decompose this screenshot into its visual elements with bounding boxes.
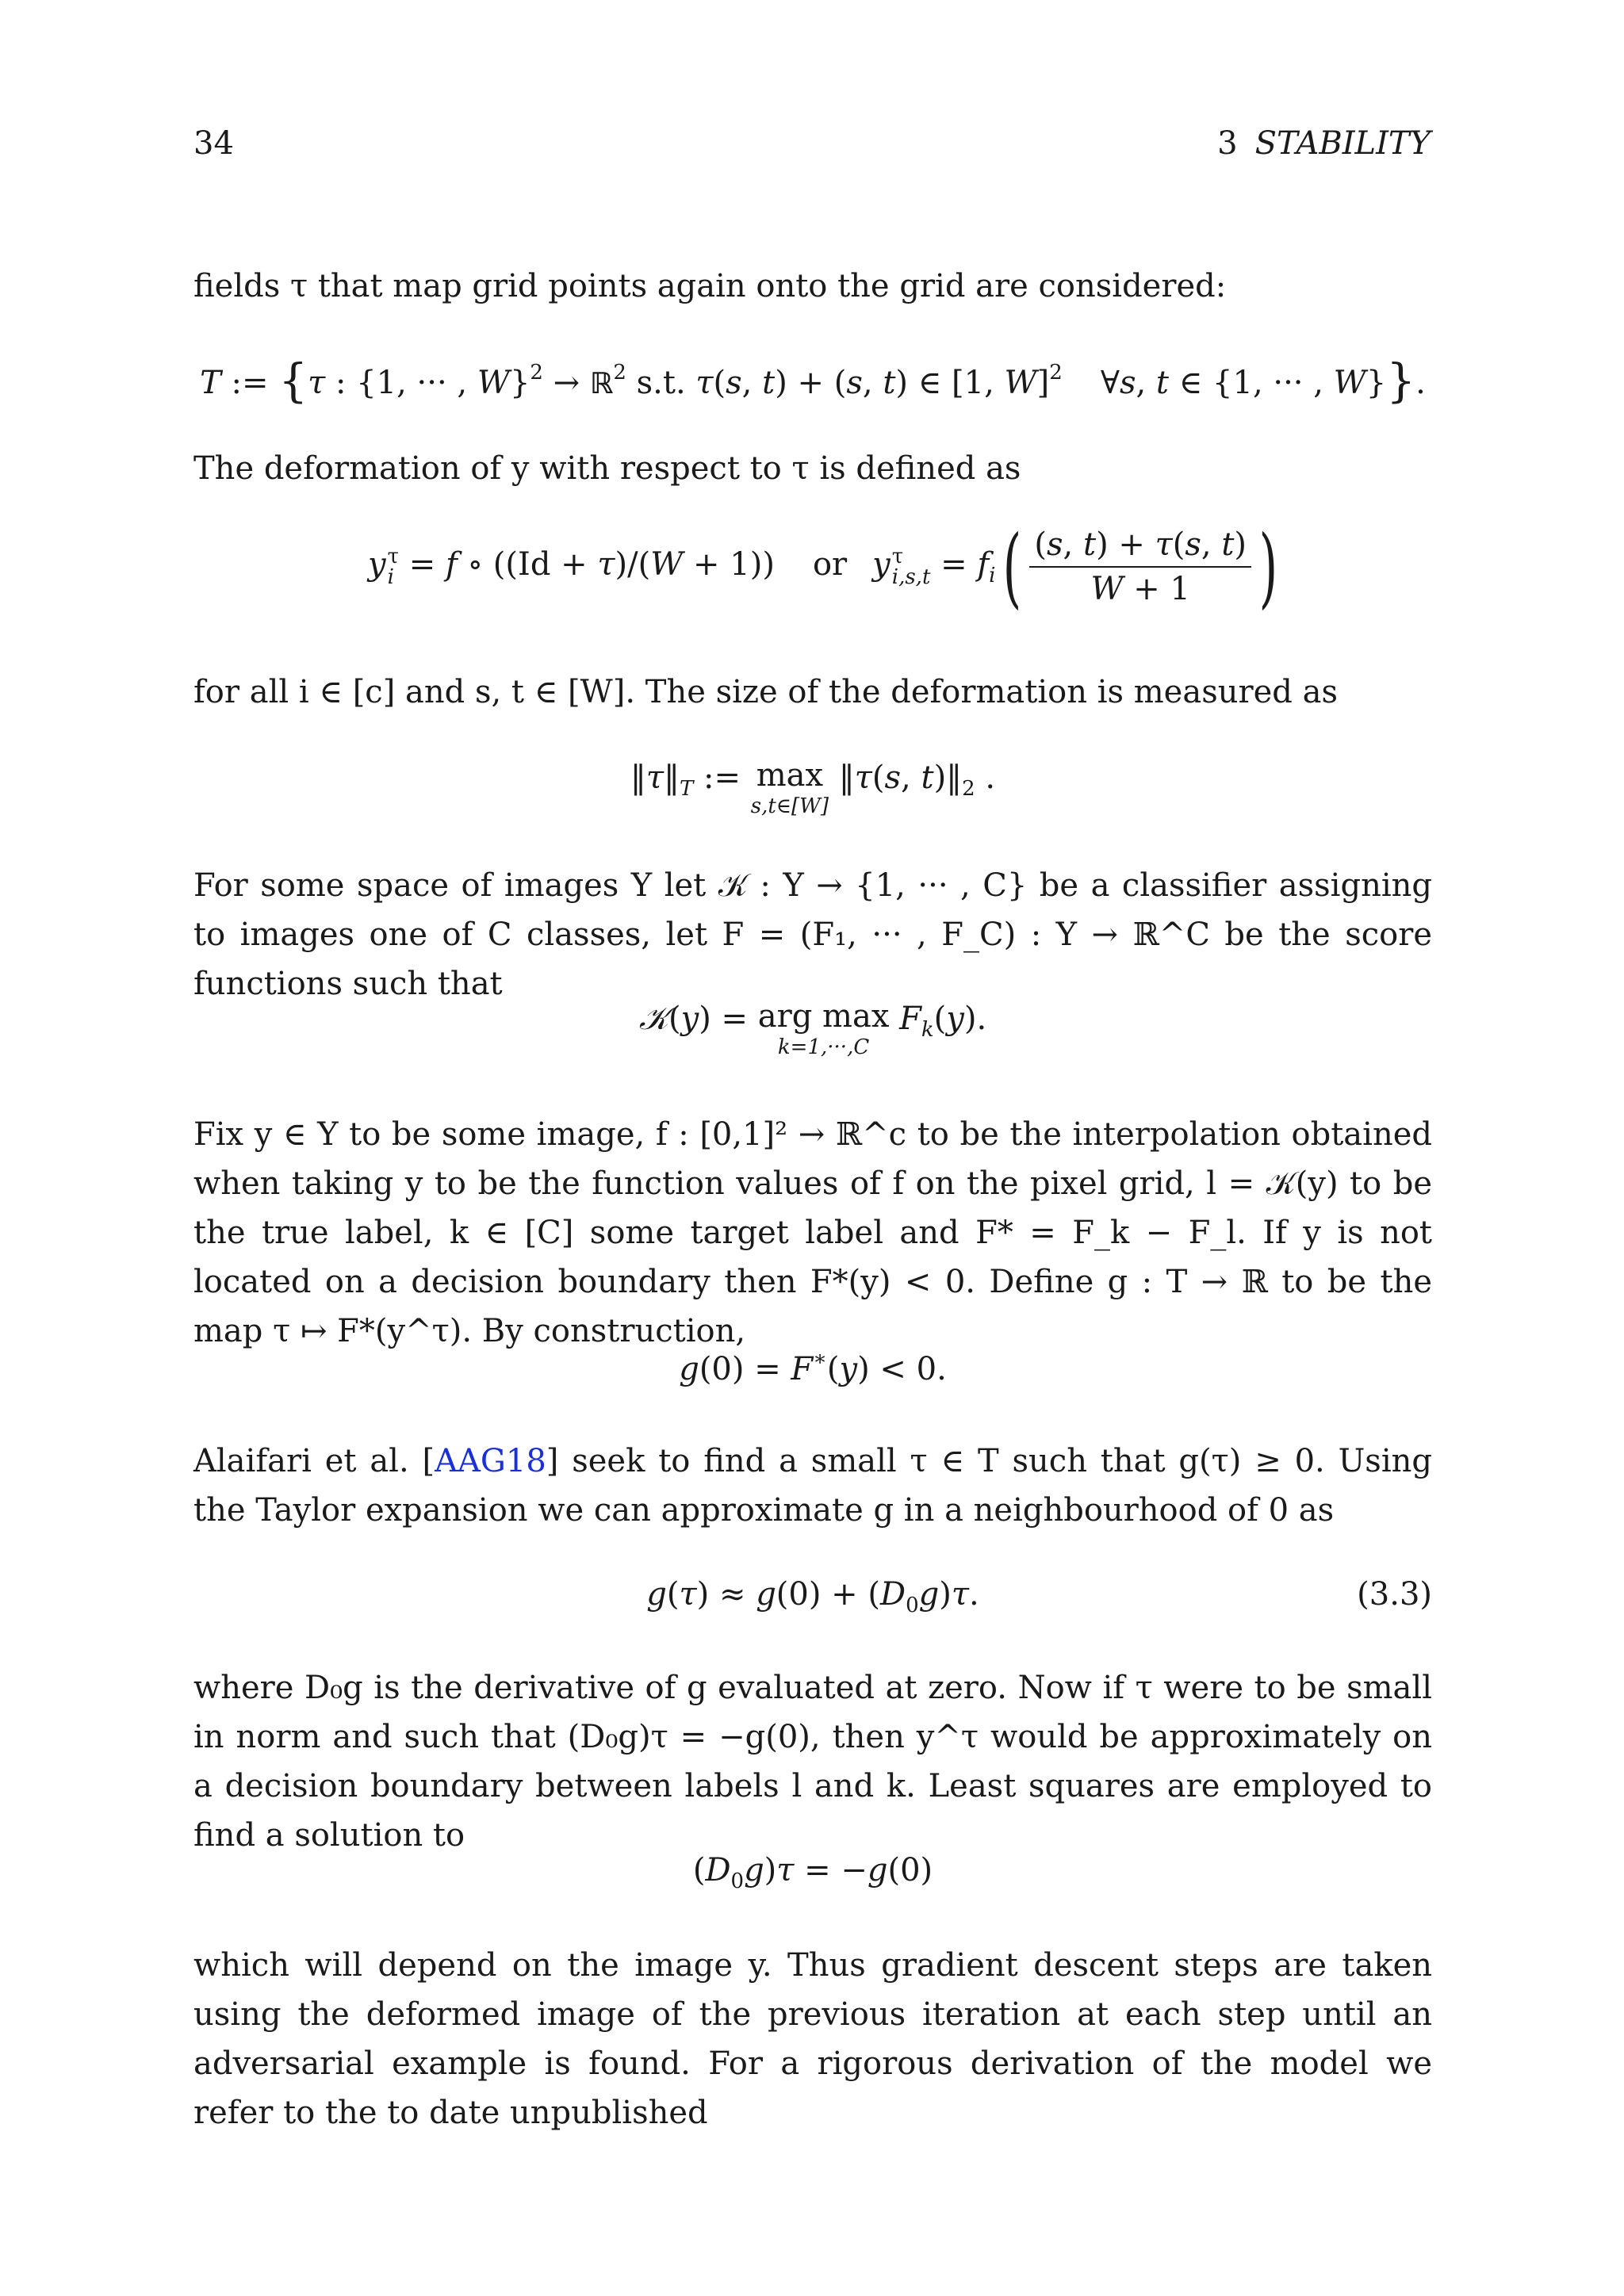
paragraph-3: for all i ∈ [c] and s, t ∈ [W]. The size of the deformation is measured as (193, 674, 1338, 710)
equation-number: (3.3) (1357, 1576, 1432, 1613)
paragraph-6-after: ] seek to find a small τ ∈ T such that g(τ) ≥ 0. Using the Taylor expansion we can approximate g in a neighbourhood of 0 as (193, 1443, 1432, 1529)
equation-deformation-set: T := {τ : {1, ··· , W}$^2$ → ℝ$^2$ s.t. τ(s, t) + (s, t) ∈ [1, W]$^2$ ∀s, t ∈ {1, ··· , W}}. (200, 354, 1426, 408)
citation-link[interactable]: AAG18 (435, 1443, 546, 1479)
section-number: 3 (1217, 125, 1238, 162)
paragraph-6-before: Alaifari et al. [ (193, 1443, 435, 1479)
equation-g-zero: g(0) = F∗(y) < 0. (679, 1346, 947, 1387)
paragraph-6 (193, 1437, 1432, 1535)
section-title (1217, 125, 1431, 162)
paragraph-1: fields τ that map grid points again onto the grid are considered: (193, 268, 1227, 304)
equation-deformed-image: y τ i = f ∘ ((Id + τ)/(W + 1)) or y τ i,s,t = $f_i$( $\frac{(s, t) + \tau(s, t)}{W + 1}$ ) (368, 516, 1278, 618)
equation-deformation-norm: $‖\tau‖_T$ := max s,t∈[W] ‖τ(s, $t)‖_2$ . (630, 757, 996, 818)
section-name: STABILITY (1254, 125, 1431, 162)
equation-least-squares: $(D_0g)\tau = -g(0)$ (692, 1852, 933, 1894)
running-header (193, 125, 1431, 165)
paragraph-5: Fix y ∈ Y to be some image, f : [0,1]² → ℝ^c to be the interpolation obtained when taking y to be the function values of f on the pixel grid, l = 𝒦(y) to be the true label, k ∈ [C] some target label and F* = F_k − F_l. If y is not located on a decision boundary then F*(y) < 0. Define g : T → ℝ to be the map τ ↦ F*(y^τ). By construction, (193, 1116, 1432, 1349)
equation-taylor: $g(\tau) \approx g(0) + (D_0g)\tau$. (3.3) (646, 1576, 1432, 1618)
paragraph-8: which will depend on the image y. Thus gradient descent steps are taken using the deformed image of the previous iteration at each step until an adversarial example is found. For a rigorous derivation of the model we refer to the to date unpublished (193, 1947, 1432, 2131)
paragraph-2: The deformation of y with respect to τ is defined as (193, 450, 1021, 487)
paragraph-4: For some space of images Y let 𝒦 : Y → {1, ··· , C} be a classifier assigning to images one of C classes, let F = (F₁, ··· , F_C) : Y → ℝ^C be the score functions such that (193, 867, 1432, 1002)
equation-classifier: 𝒦(y) = arg max k=1,···,C $F_k(y)$. (638, 998, 987, 1059)
page-number: 34 (193, 125, 234, 162)
paragraph-7: where D₀g is the derivative of g evaluated at zero. Now if τ were to be small in norm and such that (D₀g)τ = −g(0), then y^τ would be approximately on a decision boundary between labels l and k. Least squares are employed to find a solution to (193, 1670, 1432, 1854)
